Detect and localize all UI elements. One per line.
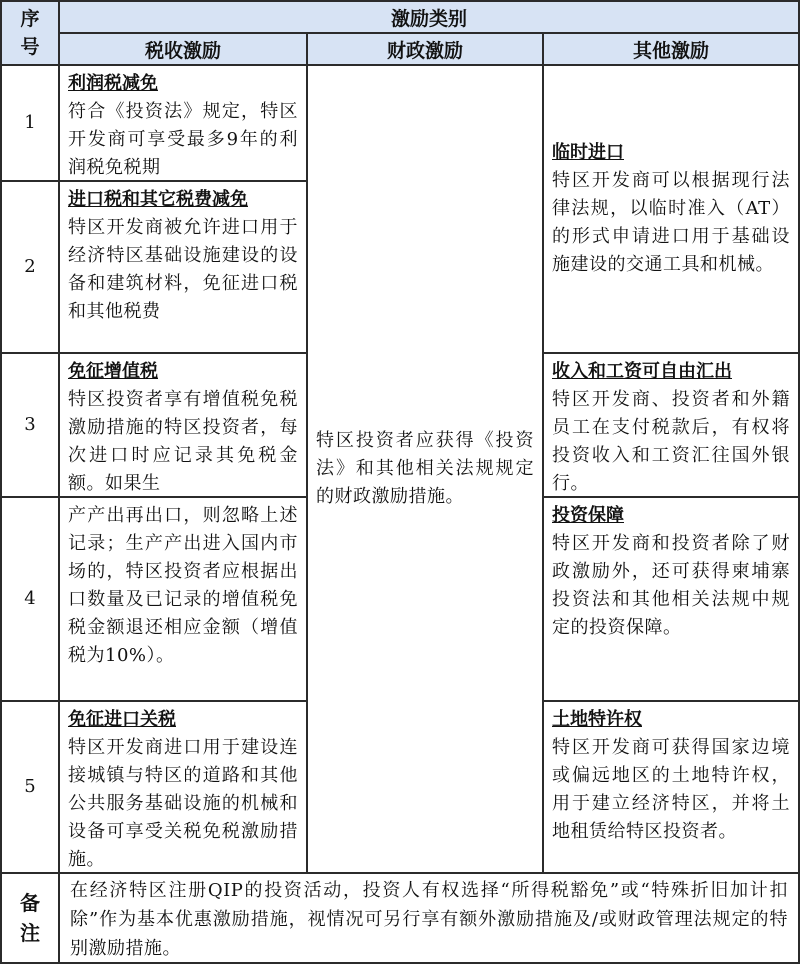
tax-cell-2 [58,180,308,354]
row-number-5: 5 [0,700,60,874]
tax-cell-1 [58,64,308,182]
other-body-1: 特区开发商可以根据现行法律法规，以临时准入（AT）的形式申请进口用于基础设施建设的交通工具和机械。 [552,170,790,275]
tax-body-5: 特区开发商进口用于建设连接城镇与特区的道路和其他公共服务基础设施的机械和设备可享受关税免税激励措施。 [68,737,298,870]
tax-body-4: 产产出再出口，则忽略上述记录；生产产出进入国内市场的，特区投资者应根据出口数量及已记录的增值税免税金额退还相应金额（增值税为10%）。 [68,505,298,666]
col-header-fiscal: 财政激励 [306,32,544,66]
tax-title-1: 利润税减免 [68,73,158,94]
other-title-1: 临时进口 [552,142,624,163]
tax-cell-5 [58,700,308,874]
category-header-label: 激励类别 [390,7,467,30]
fiscal-body: 特区投资者应获得《投资法》和其他相关法规规定的财政激励措施。 [316,430,534,507]
other-cell-2 [542,352,800,498]
other-body-2: 特区开发商、投资者和外籍员工在支付税款后，有权将投资收入和工资汇往国外银行。 [552,389,790,494]
row-number-2: 2 [0,180,60,354]
remark-cell [58,872,800,964]
category-header [58,0,800,34]
tax-body-2: 特区开发商被允许进口用于经济特区基础设施建设的设备和建筑材料，免征进口税和其他税费 [68,217,298,322]
col-header-tax: 税收激励 [58,32,308,66]
remark-label: 备 注 [0,872,60,964]
tax-cell-3 [58,352,308,498]
seq-header-char-2: 号 [20,36,40,58]
other-cell-3 [542,496,800,702]
tax-title-3: 免征增值税 [68,361,158,382]
other-title-2: 收入和工资可自由汇出 [552,361,732,382]
tax-body-3: 特区投资者享有增值税免税激励措施的特区投资者，每次进口时应记录其免税金额。如果生 [68,389,298,494]
other-cell-4 [542,700,800,874]
remark-body: 在经济特区注册QIP的投资活动，投资人有权选择“所得税豁免”或“特殊折旧加计扣除”作为基本优惠激励措施，视情况可另行享有额外激励措施及/或财政管理法规定的特别激励措施。 [70,880,788,959]
other-body-4: 特区开发商可获得国家边境或偏远地区的土地特许权，用于建立经济特区，并将土地租赁给特区投资者。 [552,737,790,842]
seq-header-char-1: 序 [20,8,40,30]
tax-cell-4 [58,496,308,702]
row-number-4: 4 [0,496,60,702]
row-number-3: 3 [0,352,60,498]
tax-title-5: 免征进口关税 [68,709,176,730]
other-title-3: 投资保障 [552,505,624,526]
row-number-1: 1 [0,64,60,182]
seq-header [0,0,60,66]
col-header-other: 其他激励 [542,32,800,66]
fiscal-cell [306,64,544,874]
other-body-3: 特区开发商和投资者除了财政激励外，还可获得柬埔寨投资法和其他相关法规中规定的投资保障。 [552,533,790,638]
other-title-4: 土地特许权 [552,709,642,730]
other-cell-1 [542,64,800,354]
tax-title-2: 进口税和其它税费减免 [68,189,248,210]
tax-body-1: 符合《投资法》规定，特区开发商可享受最多9年的利润税免税期 [68,101,298,178]
